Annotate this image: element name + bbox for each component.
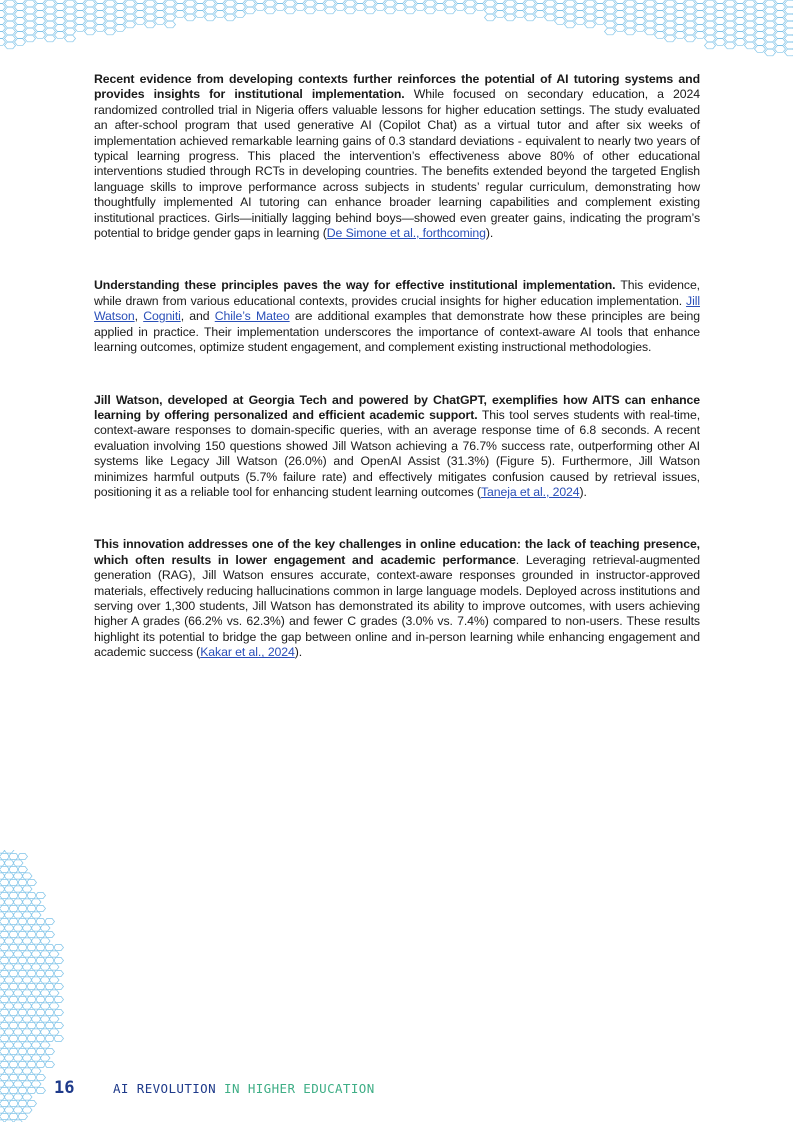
body-text [94, 72, 700, 698]
citation-link-taneja[interactable]: Taneja et al., 2024 [480, 484, 580, 499]
paragraph-lead: This innovation addresses one of the key challenges in online education: the lack of teaching presence, which often results in lower engagement and academic performance [94, 537, 700, 567]
paragraph-lead: Recent evidence from developing contexts further reinforces the potential of AI tutoring systems and provides insights for institutional implementation. [94, 72, 700, 102]
decorative-mesh-top [0, 0, 793, 72]
footer-title-part1: AI REVOLUTION [113, 1081, 217, 1096]
paragraph-online-education: This innovation addresses one of the key challenges in online education: the lack of teaching presence, which often results in lower engagement and academic performance. Leveraging retrieval-augmented generation (RAG), Jill Watson ensures accurate, context-aware responses grounded in instructor-approved materials, effectively reducing hallucinations common in large language models. Deployed across institutions and serving over 1,300 students, Jill Watson has demonstrated its ability to improve outcomes, with users achieving higher A grades (66.2% vs. 62.3%) and fewer C grades (3.0% vs. 7.4%) compared to non-users. These results highlight its potential to bridge the gap between online and in-person learning while enhancing engagement and academic success (Kakar et al., 2024). [94, 537, 700, 660]
footer-title-part2: IN HIGHER EDUCATION [224, 1081, 375, 1096]
paragraph-lead: Understanding these principles paves the way for effective institutional implementation. [94, 278, 616, 293]
citation-link-de-simone[interactable]: De Simone et al., forthcoming [326, 226, 486, 241]
paragraph-ai-tutoring-evidence: Recent evidence from developing contexts further reinforces the potential of AI tutoring systems and provides insights for institutional implementation. While focused on secondary education, a 2024 randomized controlled trial in Nigeria offers valuable lessons for higher education settings. The study evaluated an after-school program that used generative AI (Copilot Chat) as a virtual tutor and after six weeks of implementation achieved remarkable learning gains of 0.3 standard deviations - equivalent to nearly two years of typical learning progress. This placed the intervention’s effectiveness above 80% of other educational interventions studied through RCTs in developing countries. The benefits extended beyond the targeted English language skills to improve performance across subjects in students’ regular curriculum, demonstrating how thoughtfully implemented AI tutoring can enhance broader learning capabilities and complement existing institutional practices. Girls—initially lagging behind boys—showed even greater gains, indicating the program’s potential to bridge gender gaps in learning (De Simone et al., forthcoming). [94, 72, 700, 241]
mesh-top-path [0, 0, 793, 56]
page-footer [54, 1078, 375, 1098]
paragraph-lead: Jill Watson, developed at Georgia Tech and powered by ChatGPT, exemplifies how AITS can enhance learning by offering personalized and efficient academic support. [94, 392, 700, 422]
link-jill-watson[interactable]: Jill Watson [94, 293, 700, 324]
link-chiles-mateo[interactable]: Chile’s Mateo [214, 309, 290, 324]
page-number: 16 [54, 1078, 75, 1098]
link-cogniti[interactable]: Cogniti [143, 309, 181, 324]
paragraph-institutional-implementation: Understanding these principles paves the way for effective institutional implementation. This evidence, while drawn from various educational contexts, provides crucial insights for higher education implementation. Jill Watson, Cogniti, and Chile’s Mateo are additional examples that demonstrate how these principles are being applied in practice. Their implementation underscores the importance of context-aware AI tools that enhance learning outcomes, optimize student engagement, and complement existing instructional methodologies. [94, 278, 701, 355]
paragraph-jill-watson: Jill Watson, developed at Georgia Tech and powered by ChatGPT, exemplifies how AITS can enhance learning by offering personalized and efficient academic support. This tool serves students with real-time, context-aware responses to domain-specific queries, with an average response time of 6.8 seconds. A recent evaluation involving 150 questions showed Jill Watson achieving a 76.7% success rate, outperforming other AI systems like Legacy Jill Watson (26.0%) and OpenAI Assist (31.3%) (Figure 5). Furthermore, Jill Watson minimizes harmful outputs (5.7% failure rate) and effectively mitigates confusion caused by retrieval issues, positioning it as a reliable tool for enhancing student learning outcomes (Taneja et al., 2024). [94, 392, 701, 499]
citation-link-kakar[interactable]: Kakar et al., 2024 [200, 645, 295, 660]
